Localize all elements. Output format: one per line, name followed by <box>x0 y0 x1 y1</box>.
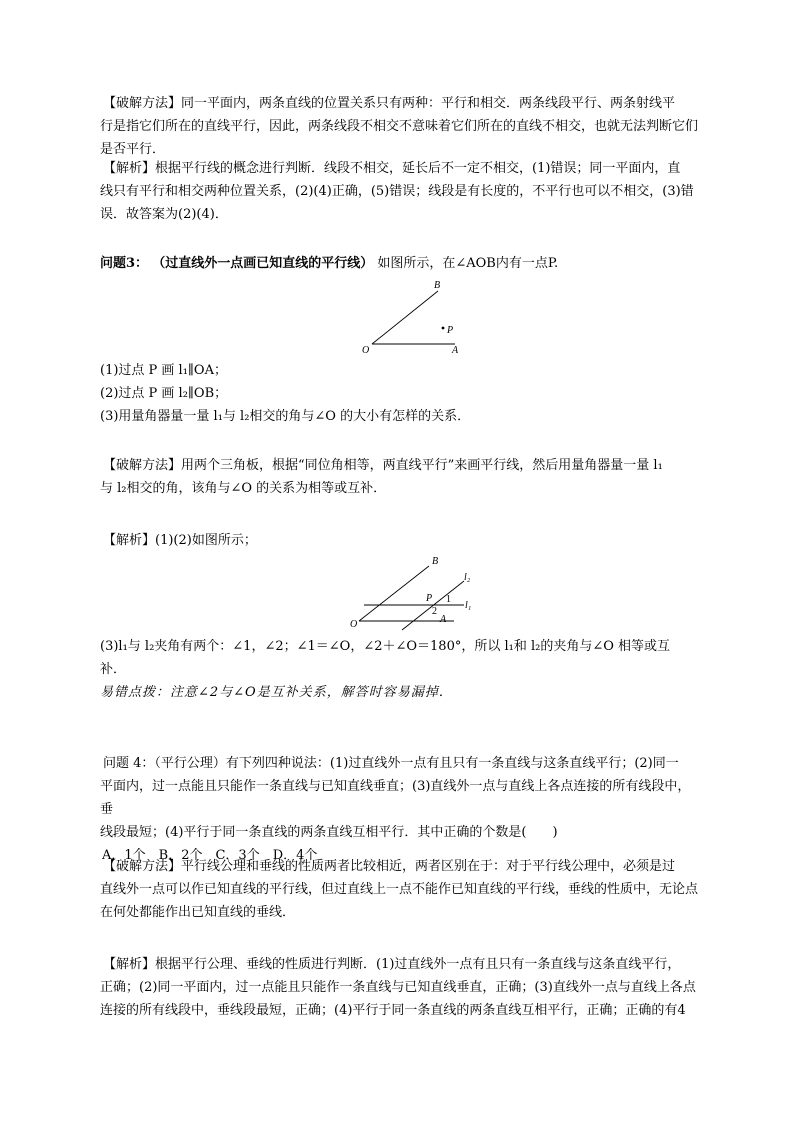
label-p: P <box>426 593 433 604</box>
label-l1: l₁ <box>465 600 472 611</box>
answer-paragraph-1 <box>100 157 702 226</box>
text-line: 【破解方法】同一平面内，两条直线的位置关系只有两种：平行和相交．两条线段平行、两条射线平 <box>103 96 676 111</box>
question-4-answer <box>100 953 702 1022</box>
label-a: A <box>440 614 447 625</box>
question-3-header <box>100 252 702 275</box>
list-item: (3)用量角器量一量 l₁与 l₂相交的角与∠O 的大小有怎样的关系． <box>100 409 471 424</box>
text-line: 【破解方法】用两个三角板，根据“同位角相等，两直线平行”来画平行线，然后用量角器量一量 l₁ <box>103 458 663 473</box>
text-line: 补． <box>100 662 127 677</box>
label-l2: l₂ <box>464 572 471 583</box>
list-item: (1)过点 P 画 l₁∥OA； <box>100 363 227 378</box>
text-line: 问题 4：（平行公理）有下列四种说法：(1)过直线外一点有且只有一条直线与这条直线平行；(2)同一 <box>103 756 679 771</box>
label-angle-2: 2 <box>432 606 437 617</box>
text-line: 【解析】(1)(2)如图所示； <box>103 533 257 548</box>
text-line: 线段最短；(4)平行于同一条直线的两条直线互相平行．其中正确的个数是( ) <box>100 825 558 840</box>
ray-ob <box>372 291 438 344</box>
text-line: 【解析】根据平行线的概念进行判断．线段不相交，延长后不一定不相交，(1)错误；同一平面内，直 <box>103 161 681 176</box>
question-4 <box>100 752 702 867</box>
angle-aob-figure <box>358 278 468 358</box>
text-line: 行是指它们所在的直线平行，因此，两条线段不相交不意味着它们所在的直线不相交，也就无法判断它们 <box>100 119 699 134</box>
point-p-dot <box>442 327 445 330</box>
question-4-method <box>100 855 702 924</box>
text-line: (3)l₁与 l₂夹角有两个：∠1，∠2；∠1＝∠O，∠2＋∠O＝180°，所以 l₁和 l₂的夹角与∠O 相等或互 <box>100 639 671 654</box>
text-line: 正确；(2)同一平面内，过一点能且只能作一条直线与已知直线垂直，正确；(3)直线外一点与直线上各点 <box>100 980 696 995</box>
label-b: B <box>432 556 439 567</box>
question-3-label: 问题3： <box>100 256 149 271</box>
text-line: 平面内，过一点能且只能作一条直线与已知直线垂直；(3)直线外一点与直线上各点连接的所有线段中，垂 <box>100 779 691 817</box>
question-3-answer-lead <box>100 529 702 552</box>
ray-ob <box>359 566 429 621</box>
label-o: O <box>362 345 370 356</box>
label-a: A <box>452 345 459 356</box>
text-line: 连接的所有线段中，垂线段最短，正确；(4)平行于同一条直线的两条直线互相平行，正确；正确的有4 <box>100 1003 686 1018</box>
question-3-topic: （过直线外一点画已知直线的平行线） <box>152 256 374 271</box>
label-angle-1: 1 <box>446 594 451 605</box>
label-p: P <box>447 325 454 336</box>
method-paragraph-1 <box>100 92 702 161</box>
list-item: (2)过点 P 画 l₂∥OB； <box>100 386 228 401</box>
parallel-lines-figure <box>344 556 484 632</box>
question-3-text: 如图所示，在∠AOB内有一点P. <box>377 256 559 271</box>
text-line: 在何处都能作出已知直线的垂线． <box>100 905 296 920</box>
text-line: 【破解方法】平行线公理和垂线的性质两者比较相近，两者区别在于：对于平行线公理中，必须是过 <box>103 859 676 874</box>
answer-options: A．1个 B．2个 C．3个 D．4个 <box>102 848 318 863</box>
error-tip: 易错点拨：注意∠2与∠O是互补关系，解答时容易漏掉． <box>100 685 453 700</box>
text-line: 误．故答案为(2)(4)． <box>100 207 228 222</box>
label-o: O <box>350 619 358 630</box>
text-line: 线只有平行和相交两种位置关系，(2)(4)正确，(5)错误；线段是有长度的，不平行也可以不相交，(3)错 <box>100 184 694 199</box>
label-b: B <box>434 280 441 291</box>
text-line: 直线外一点可以作已知直线的平行线，但过直线上一点不能作已知直线的平行线，垂线的性质中，无论点 <box>100 882 699 897</box>
question-3-items <box>100 359 702 428</box>
question-3-answer-part3 <box>100 635 702 704</box>
text-line: 是否平行． <box>100 142 166 157</box>
question-3-method <box>100 454 702 500</box>
text-line: 与 l₂相交的角，该角与∠O 的关系为相等或互补． <box>100 481 387 496</box>
text-line: 【解析】根据平行公理、垂线的性质进行判断．(1)过直线外一点有且只有一条直线与这条直线平行， <box>103 957 681 972</box>
